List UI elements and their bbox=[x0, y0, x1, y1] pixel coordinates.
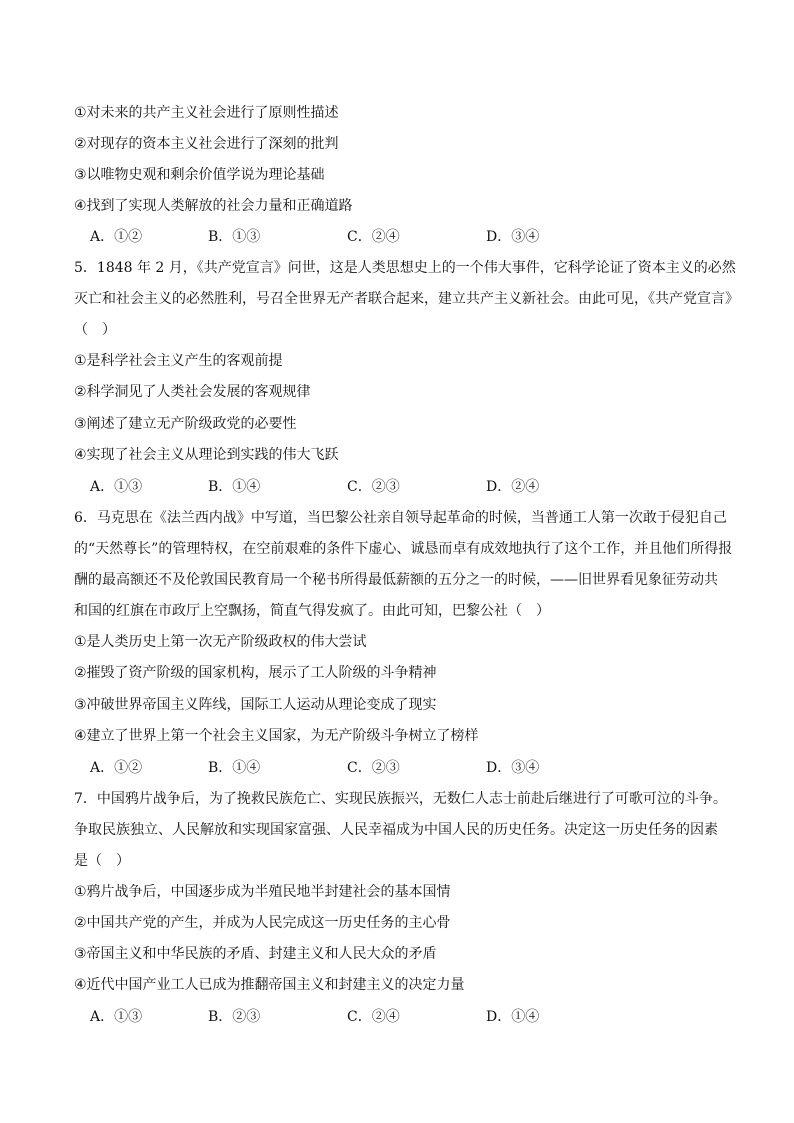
option-b: B．②③ bbox=[208, 1009, 261, 1025]
option-b: B．①④ bbox=[208, 760, 261, 776]
question-stem-line: 的“天然尊长”的管理特权，在空前艰难的条件下虚心、诚恳而卓有成效地执行了这个工作，并且他们所得报 bbox=[74, 541, 733, 557]
question-stem-line: 7．中国鸦片战争后，为了挽救民族危亡、实现民族振兴，无数仁人志士前赴后继进行了可歌可泣的斗争。 bbox=[74, 791, 727, 807]
option-d: D．③④ bbox=[486, 229, 540, 245]
statement-1: ①是人类历史上第一次无产阶级政权的伟大尝试 bbox=[74, 634, 367, 650]
statement-1: ①对未来的共产主义社会进行了原则性描述 bbox=[74, 105, 339, 121]
question-stem-line: 和国的红旗在市政厅上空飘扬，简直气得发疯了。由此可知，巴黎公社（ ） bbox=[74, 603, 550, 619]
option-a: A．①③ bbox=[90, 1009, 143, 1025]
statement-3: ③以唯物史观和剩余价值学说为理论基础 bbox=[74, 167, 325, 183]
option-c: C．②③ bbox=[347, 760, 400, 776]
option-d: D．③④ bbox=[486, 760, 540, 776]
question-stem-line: 6．马克思在《法兰西内战》中写道，当巴黎公社亲自领导起革命的时候，当普通工人第一次敢于侵犯自己 bbox=[74, 510, 727, 526]
question-stem-line: 争取民族独立、人民解放和实现国家富强、人民幸福成为中国人民的历史任务。决定这一历史任务的因素 bbox=[74, 822, 718, 838]
statement-4: ④实现了社会主义从理论到实践的伟大飞跃 bbox=[74, 447, 339, 463]
statement-3: ③冲破世界帝国主义阵线，国际工人运动从理论变成了现实 bbox=[74, 697, 437, 713]
option-c: C．②③ bbox=[347, 479, 400, 495]
statement-2: ②摧毁了资产阶级的国家机构，展示了工人阶级的斗争精神 bbox=[74, 665, 437, 681]
question-stem-line: 灭亡和社会主义的必然胜利，号召全世界无产者联合起来，建立共产主义新社会。由此可见，《共产党宣言》 bbox=[74, 291, 739, 307]
statement-4: ④建立了世界上第一个社会主义国家，为无产阶级斗争树立了榜样 bbox=[74, 728, 479, 744]
option-d: D．①④ bbox=[486, 1009, 540, 1025]
question-stem-line: （ ） bbox=[74, 322, 116, 338]
option-a: A．①③ bbox=[90, 479, 143, 495]
option-a: A．①② bbox=[90, 760, 143, 776]
option-c: C．②④ bbox=[347, 1009, 400, 1025]
option-c: C．②④ bbox=[347, 229, 400, 245]
statement-4: ④近代中国产业工人已成为推翻帝国主义和封建主义的决定力量 bbox=[74, 977, 465, 993]
question-stem-line: 酬的最高额还不及伦敦国民教育局一个秘书所得最低薪额的五分之一的时候，——旧世界看见象征劳动共 bbox=[74, 572, 718, 588]
statement-2: ②对现存的资本主义社会进行了深刻的批判 bbox=[74, 136, 339, 152]
statement-4: ④找到了实现人类解放的社会力量和正确道路 bbox=[74, 198, 353, 214]
statement-2: ②中国共产党的产生，并成为人民完成这一历史任务的主心骨 bbox=[74, 915, 451, 931]
question-stem-line: 是（ ） bbox=[74, 853, 130, 869]
option-b: B．①④ bbox=[208, 479, 261, 495]
question-stem-line: 5．1848 年 2 月，《共产党宣言》问世，这是人类思想史上的一个伟大事件，它科学论证了资本主义的必然 bbox=[74, 260, 736, 276]
statement-3: ③帝国主义和中华民族的矛盾、封建主义和人民大众的矛盾 bbox=[74, 946, 437, 962]
statement-1: ①鸦片战争后，中国逐步成为半殖民地半封建社会的基本国情 bbox=[74, 884, 451, 900]
statement-1: ①是科学社会主义产生的客观前提 bbox=[74, 353, 283, 369]
option-a: A．①② bbox=[90, 229, 143, 245]
statement-2: ②科学洞见了人类社会发展的客观规律 bbox=[74, 384, 311, 400]
option-b: B．①③ bbox=[208, 229, 261, 245]
option-d: D．②④ bbox=[486, 479, 540, 495]
statement-3: ③阐述了建立无产阶级政党的必要性 bbox=[74, 416, 297, 432]
